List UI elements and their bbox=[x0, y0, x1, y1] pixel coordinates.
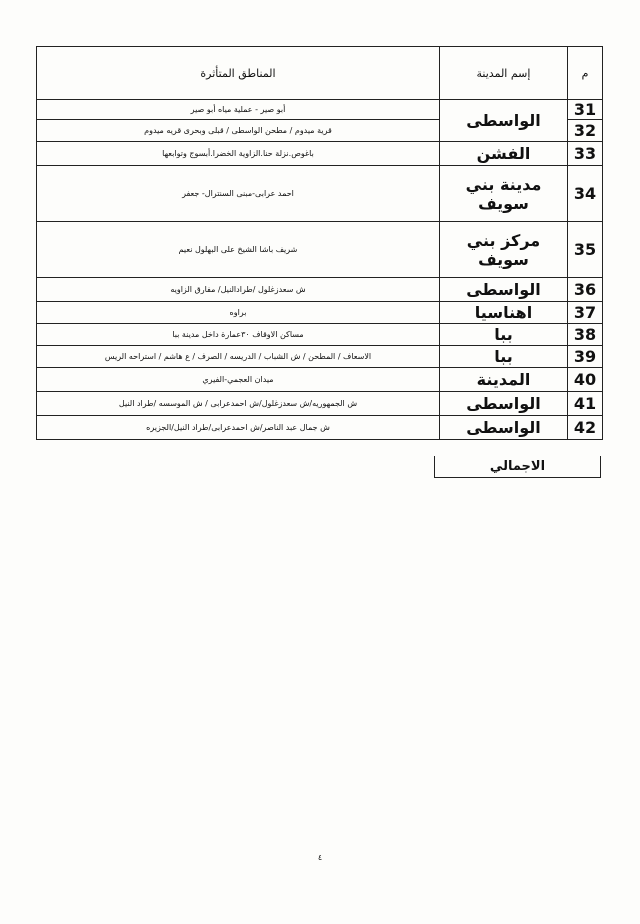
affected-area-cell: أبو صير - عملية مياه أبو صير bbox=[37, 100, 440, 120]
table-header-row bbox=[37, 47, 603, 100]
row-number-cell: 36 bbox=[568, 278, 603, 302]
table-row bbox=[37, 278, 603, 302]
row-number-cell: 41 bbox=[568, 392, 603, 416]
row-number-cell: 39 bbox=[568, 346, 603, 368]
affected-area-cell: براوه bbox=[37, 302, 440, 324]
row-number-cell: 35 bbox=[568, 222, 603, 278]
table-row bbox=[37, 100, 603, 120]
affected-area-cell: قرية ميدوم / مطحن الواسطى / قبلى وبحرى قريه ميدوم bbox=[37, 120, 440, 142]
city-name-cell: ببا bbox=[440, 346, 568, 368]
row-number-cell: 38 bbox=[568, 324, 603, 346]
affected-area-cell: ش جمال عبد الناصر/ش احمدعرابى/طراد النيل/الجزيره bbox=[37, 416, 440, 440]
affected-area-cell: باغوص.نزلة حنا.الزاوية الخضرا.أبسوج وتوابعها bbox=[37, 142, 440, 166]
affected-area-cell: شريف باشا الشيخ على البهلول نعيم bbox=[37, 222, 440, 278]
row-number-cell: 37 bbox=[568, 302, 603, 324]
city-name-cell: الواسطى bbox=[440, 100, 568, 142]
row-number-cell: 42 bbox=[568, 416, 603, 440]
row-number-cell: 33 bbox=[568, 142, 603, 166]
row-number-cell: 40 bbox=[568, 368, 603, 392]
affected-area-cell: ش الجمهوريه/ش سعدزغلول/ش احمدعرابى / ش الموسسه /طراد النيل bbox=[37, 392, 440, 416]
row-number-cell: 32 bbox=[568, 120, 603, 142]
table-row bbox=[37, 368, 603, 392]
table-row bbox=[37, 392, 603, 416]
city-name-cell: مركز بني سويف bbox=[440, 222, 568, 278]
row-number-cell: 31 bbox=[568, 100, 603, 120]
table-row bbox=[37, 302, 603, 324]
city-name-cell: الواسطى bbox=[440, 392, 568, 416]
affected-area-cell: ش سعدزغلول /طرادالنيل/ مفارق الزاويه bbox=[37, 278, 440, 302]
table-row bbox=[37, 416, 603, 440]
city-name-cell: الواسطى bbox=[440, 278, 568, 302]
table-row bbox=[37, 222, 603, 278]
header-number: م bbox=[568, 47, 603, 100]
header-city-name: إسم المدينة bbox=[440, 47, 568, 100]
page-number: ٤ bbox=[317, 853, 323, 862]
city-name-cell: ببا bbox=[440, 324, 568, 346]
table-row bbox=[37, 166, 603, 222]
city-name-cell: الفشن bbox=[440, 142, 568, 166]
city-name-cell: مدينة بني سويف bbox=[440, 166, 568, 222]
affected-areas-table bbox=[36, 46, 603, 440]
city-name-cell: الواسطى bbox=[440, 416, 568, 440]
affected-area-cell: مساكن الاوقاف ٣٠عمارة داخل مدينة ببا bbox=[37, 324, 440, 346]
table-row bbox=[37, 324, 603, 346]
city-name-cell: المدينة bbox=[440, 368, 568, 392]
table-row bbox=[37, 346, 603, 368]
affected-area-cell: ميدان العجمي-الفيري bbox=[37, 368, 440, 392]
affected-area-cell: الاسعاف / المطحن / ش الشباب / الدريسه / الصرف / ع هاشم / استراحه الريس bbox=[37, 346, 440, 368]
table-row bbox=[37, 142, 603, 166]
row-number-cell: 34 bbox=[568, 166, 603, 222]
affected-area-cell: احمد عرابى-مبنى السنترال- جعفر bbox=[37, 166, 440, 222]
city-name-cell: اهناسيا bbox=[440, 302, 568, 324]
total-label: الاجمالي bbox=[434, 456, 601, 478]
header-affected-areas: المناطق المتأثرة bbox=[37, 47, 440, 100]
